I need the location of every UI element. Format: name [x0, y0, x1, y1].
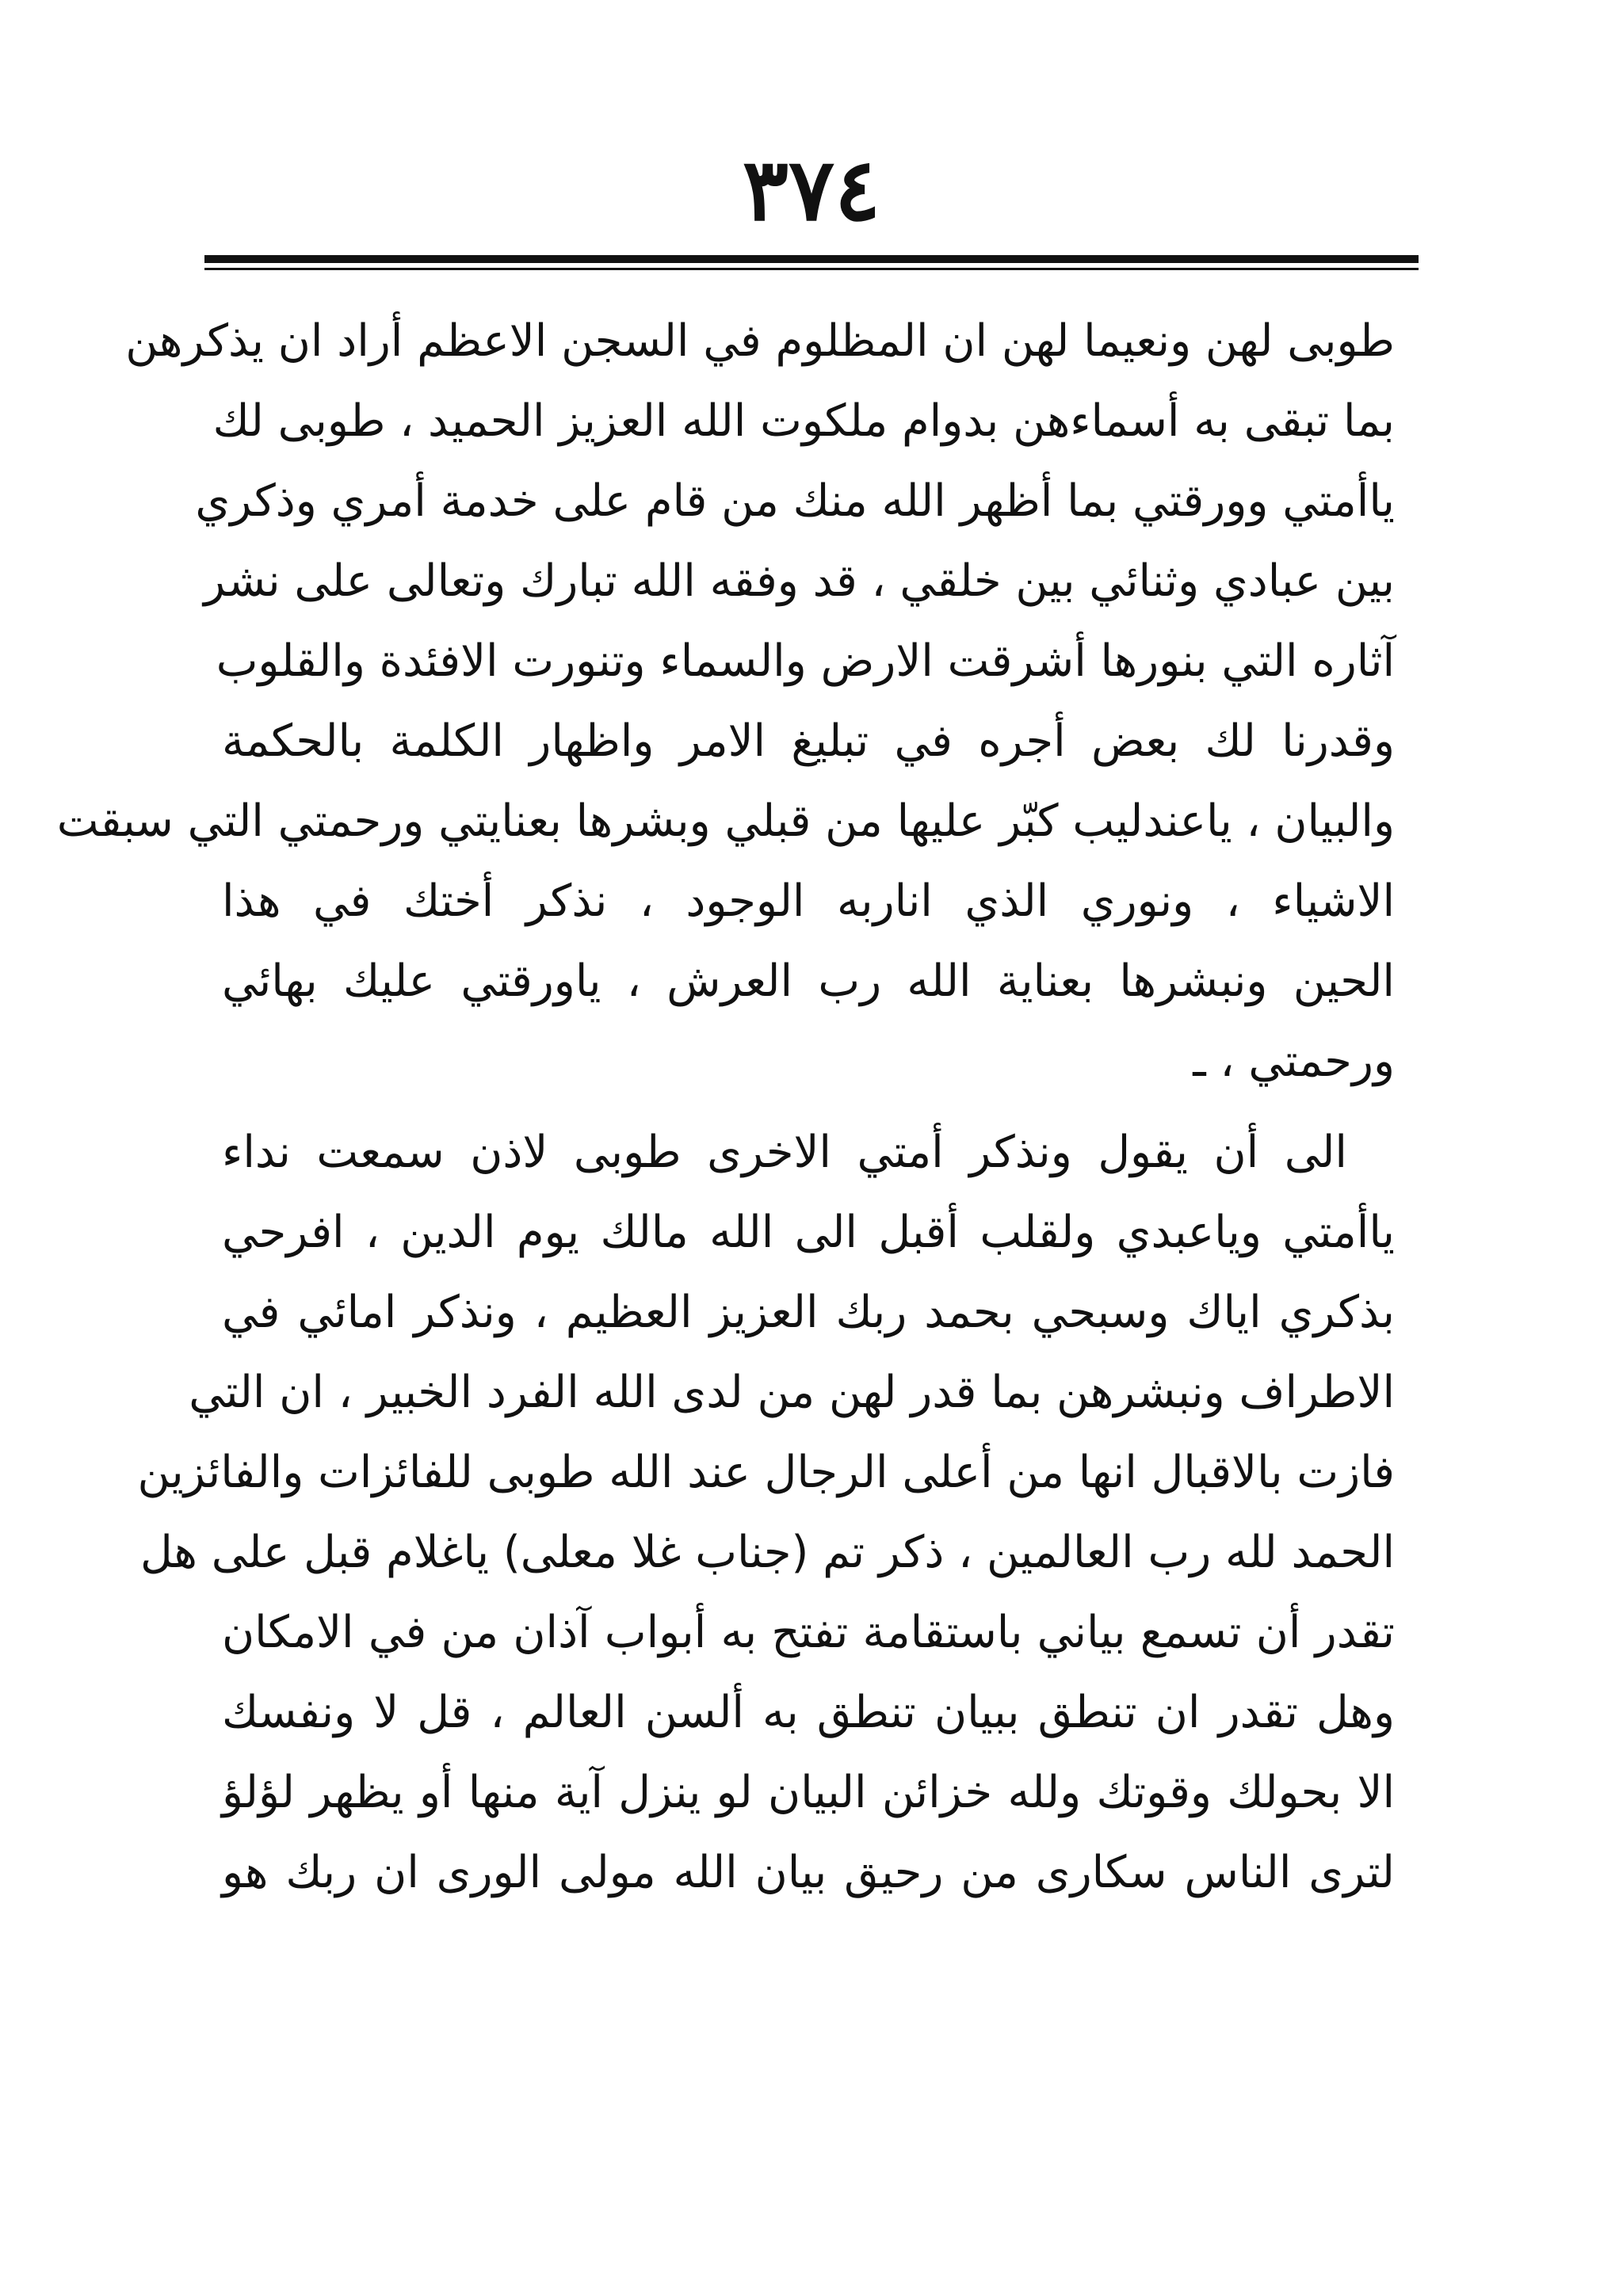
text-line: ياأمتي وياعبدي ولقلب أقبل الى الله مالك يوم الدين ، افرحي	[222, 1207, 1395, 1258]
text-line: الا بحولك وقوتك ولله خزائن البيان لو ينزل آية منها أو يظهر لؤلؤ	[222, 1767, 1395, 1818]
text-line: الاطراف ونبشرهن بما قدر لهن من لدى الله الفرد الخبير ، ان التي	[189, 1367, 1395, 1418]
text-line: ورحمتي ، ـ	[1193, 1035, 1395, 1087]
text-line: الحمد لله رب العالمين ، ذكر تم (جناب غلا معلى) ياغلام قبل على هل	[139, 1527, 1395, 1578]
paragraph-gap	[222, 1101, 1395, 1112]
body-text	[56, 301, 1395, 1913]
text-line: والبيان ، ياعندليب كبّر عليها من قبلي وبشرها بعنايتي ورحمتي التي سبقت	[56, 795, 1395, 847]
text-line: بذكري اياك وسبحي بحمد ربك العزيز العظيم ، ونذكر امائي في	[222, 1287, 1395, 1338]
header-rule-thick	[204, 255, 1419, 263]
paragraph-2	[137, 1112, 1395, 1913]
text-line: آثاره التي بنورها أشرقت الارض والسماء وتنورت الافئدة والقلوب	[216, 635, 1395, 687]
header-rule-thin	[204, 268, 1419, 270]
paragraph-1	[56, 301, 1395, 1101]
text-line: الحين ونبشرها بعناية الله رب العرش ، ياورقتي عليك بهائي	[222, 955, 1395, 1007]
text-line: بين عبادي وثنائي بين خلقي ، قد وفقه الله تبارك وتعالى على نشر	[204, 555, 1395, 607]
text-line: الى أن يقول ونذكر أمتي الاخرى طوبى لاذن سمعت نداء	[222, 1127, 1347, 1178]
page-number: ٣٧٤	[742, 140, 881, 240]
text-line: وهل تقدر ان تنطق ببيان تنطق به ألسن العالم ، قل لا ونفسك	[222, 1687, 1395, 1738]
text-line: فازت بالاقبال انها من أعلى الرجال عند الله طوبى للفائزات والفائزين	[137, 1447, 1395, 1498]
text-line: الاشياء ، ونوري الذي اناربه الوجود ، نذكر أختك في هذا	[222, 875, 1395, 927]
text-line: وقدرنا لك بعض أجره في تبليغ الامر واظهار الكلمة بالحكمة	[222, 715, 1395, 767]
text-line: ياأمتي وورقتي بما أظهر الله منك من قام على خدمة أمري وذكري	[195, 475, 1395, 527]
text-line: طوبى لهن ونعيما لهن ان المظلوم في السجن الاعظم أراد ان يذكرهن	[125, 315, 1395, 367]
text-line: بما تبقى به أسماءهن بدوام ملكوت الله العزيز الحميد ، طوبى لك	[212, 395, 1395, 447]
text-line: لترى الناس سكارى من رحيق بيان الله مولى الورى ان ربك هو	[222, 1847, 1395, 1898]
text-line: تقدر أن تسمع بياني باستقامة تفتح به أبواب آذان من في الامكان	[222, 1607, 1395, 1658]
